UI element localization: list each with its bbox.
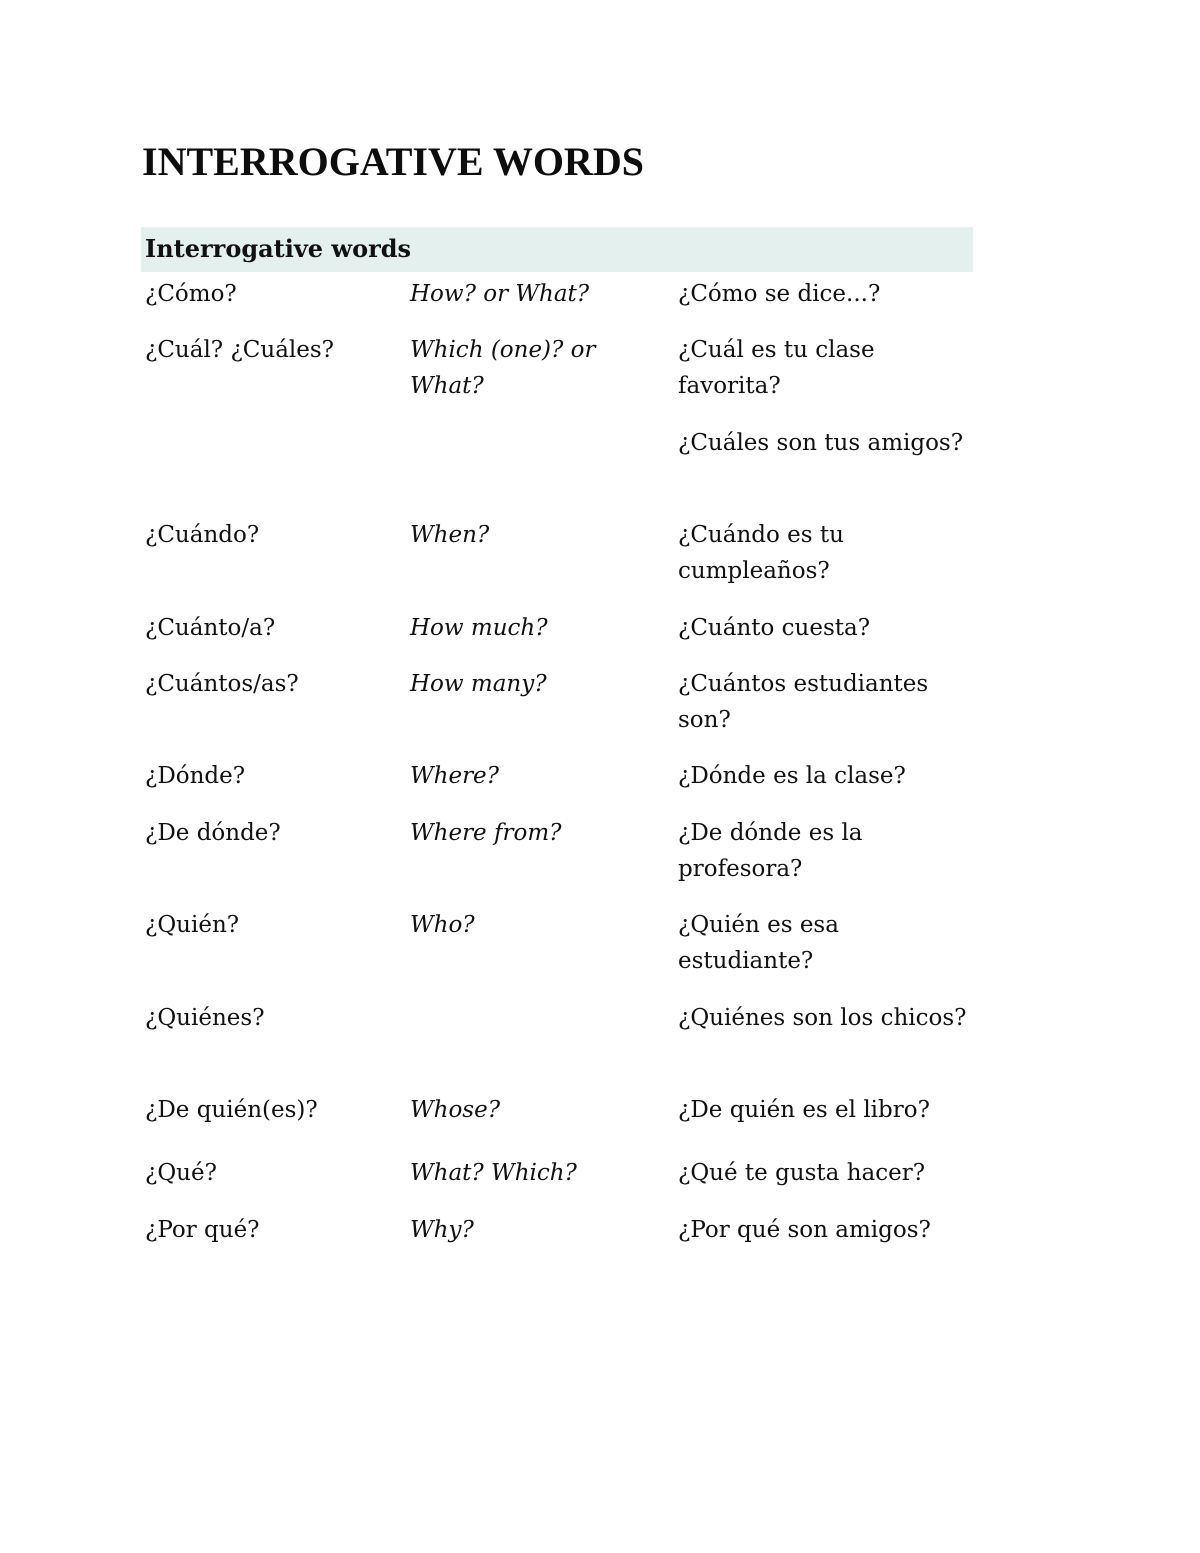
english-cell: How much? <box>410 615 548 641</box>
example-cell: ¿Por qué son amigos? <box>678 1217 931 1243</box>
english-cell: What? Which? <box>410 1160 577 1186</box>
spanish-cell: ¿Qué? <box>145 1160 217 1186</box>
example-cell: ¿Quién es esa estudiante? <box>678 912 839 974</box>
english-cell: Where? <box>410 763 500 789</box>
spanish-cell: ¿Quién? <box>145 912 240 938</box>
example-cell: ¿Dónde es la clase? <box>678 763 906 789</box>
example-cell: ¿De dónde es la profesora? <box>678 820 863 882</box>
spanish-cell: ¿Quiénes? <box>145 1005 265 1031</box>
english-cell: Where from? <box>410 820 562 846</box>
english-cell: Why? <box>410 1217 474 1243</box>
table-heading: Interrogative words <box>145 234 412 263</box>
spanish-cell: ¿De dónde? <box>145 820 281 846</box>
spanish-cell: ¿Cuál? ¿Cuáles? <box>145 337 335 363</box>
example-cell: ¿De quién es el libro? <box>678 1097 930 1123</box>
spanish-cell: ¿Cuánto/a? <box>145 615 276 641</box>
example-cell: ¿Cuántos estudiantes son? <box>678 671 929 733</box>
example-cell: ¿Cuánto cuesta? <box>678 615 871 641</box>
page-title: INTERROGATIVE WORDS <box>142 139 644 184</box>
spanish-cell: ¿Cómo? <box>145 281 237 307</box>
example-cell: ¿Cuál es tu clase favorita? <box>678 337 875 399</box>
example-cell: ¿Cuándo es tu cumpleaños? <box>678 522 844 584</box>
example-cell: ¿Qué te gusta hacer? <box>678 1160 926 1186</box>
english-cell: Which (one)? or What? <box>410 337 596 399</box>
example-cell: ¿Cómo se dice...? <box>678 281 881 307</box>
english-cell: Whose? <box>410 1097 501 1123</box>
english-cell: Who? <box>410 912 475 938</box>
english-cell: How? or What? <box>410 281 590 307</box>
table-header <box>141 227 973 272</box>
spanish-cell: ¿De quién(es)? <box>145 1097 318 1123</box>
spanish-cell: ¿Por qué? <box>145 1217 260 1243</box>
spanish-cell: ¿Cuándo? <box>145 522 260 548</box>
example-cell: ¿Quiénes son los chicos? <box>678 1005 967 1031</box>
english-cell: When? <box>410 522 490 548</box>
spanish-cell: ¿Cuántos/as? <box>145 671 299 697</box>
spanish-cell: ¿Dónde? <box>145 763 246 789</box>
english-cell: How many? <box>410 671 547 697</box>
example-cell: ¿Cuáles son tus amigos? <box>678 430 964 456</box>
